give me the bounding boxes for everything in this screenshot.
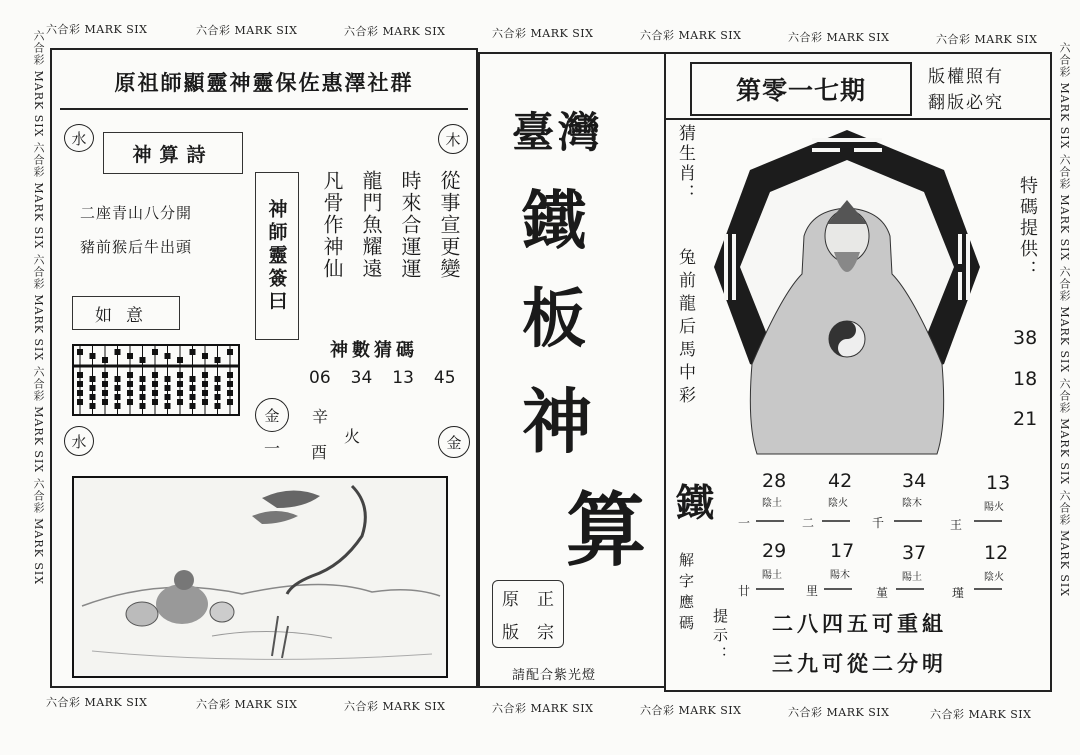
period-box — [690, 62, 912, 116]
copyright-line: 翻版必究 — [928, 93, 1004, 113]
zodiac-text: 兔前龍后馬中彩 — [675, 248, 695, 409]
row2-stem: 廿 — [738, 584, 751, 598]
special-number: 21 — [1013, 408, 1038, 430]
water-label: 水 — [71, 129, 87, 148]
gold-label: 金 — [446, 433, 462, 452]
ink-painting — [72, 476, 448, 678]
xin-text: 辛 — [312, 407, 329, 426]
row1-number: 34 — [902, 470, 927, 492]
row1-number: 42 — [828, 470, 853, 492]
decode-label: 解字應碼 — [677, 552, 695, 636]
title-taiwan: 臺灣 — [512, 108, 605, 157]
hint-line-2: 三九可從二分明 — [772, 651, 947, 676]
row2-number: 17 — [830, 540, 855, 562]
row1-tag: 陰火 — [828, 498, 848, 509]
copyright-line: 版權照有 — [928, 67, 1004, 87]
border-label: 六合彩 MARK SIX — [930, 708, 1032, 721]
code-number: 34 — [350, 368, 373, 388]
water-label: 水 — [71, 432, 87, 451]
oracle-verse — [318, 170, 464, 280]
row2-number: 29 — [762, 540, 787, 562]
border-label: 六合彩 MARK SIX — [46, 696, 148, 709]
row2-tag: 陽土 — [902, 572, 922, 583]
copyright — [928, 64, 1004, 116]
big-char-1: 鐵 — [522, 184, 586, 259]
zodiac-label: 猜生肖： — [675, 124, 695, 204]
gold-circle — [438, 426, 470, 458]
ruyi-text: 如意 — [95, 305, 157, 326]
code-title: 神數猜碼 — [330, 340, 418, 361]
row2-stem: 瑾 — [952, 586, 965, 600]
border-label: 六合彩 MARK SIX — [492, 27, 594, 40]
row1-number: 28 — [762, 470, 787, 492]
ruyi-box — [72, 296, 180, 330]
row2-tag: 陽木 — [830, 570, 850, 581]
oracle-col-1: 凡骨作神仙 — [320, 170, 344, 280]
you-text: 酉 — [311, 443, 328, 462]
row1-tag: 陽火 — [984, 502, 1004, 513]
row1-tag: 陰土 — [762, 498, 782, 509]
row2-tag: 陰火 — [984, 572, 1004, 583]
water-circle — [64, 426, 94, 456]
border-label: 六合彩 MARK SIX — [344, 700, 446, 713]
big-char-3: 神 — [522, 380, 592, 463]
period-text: 第零一七期 — [735, 76, 866, 105]
uv-light-note: 請配合紫光燈 — [512, 668, 597, 683]
big-char-4: 算 — [566, 483, 646, 577]
border-label: 六合彩 MARK SIX — [640, 29, 742, 42]
code-number: 06 — [309, 368, 331, 388]
border-label: 六合彩 MARK SIX — [196, 24, 298, 37]
left-header — [60, 56, 468, 110]
border-label: 六合彩 MARK SIX — [788, 706, 890, 719]
header-text: 原祖師顯靈神靈保佐惠澤社群 — [114, 70, 414, 95]
row2-rules — [740, 584, 1020, 594]
row1-rules — [740, 516, 1020, 526]
code-numbers — [309, 368, 456, 388]
authentic-seal — [492, 580, 564, 648]
row2-number: 37 — [902, 542, 927, 564]
poem-title: 神算詩 — [132, 143, 214, 166]
wood-label: 木 — [445, 130, 461, 149]
row1-number: 13 — [986, 472, 1011, 494]
big-char-2: 板 — [522, 282, 586, 357]
border-label: 六合彩 MARK SIX — [46, 23, 148, 36]
row2-stem: 里 — [806, 584, 819, 598]
huo-text: 火 — [344, 427, 361, 446]
divider — [664, 118, 1050, 120]
poem-title-box — [103, 132, 243, 174]
seal-char: 宗 — [537, 623, 554, 643]
poem-line-2: 豬前猴后牛出頭 — [80, 238, 193, 256]
border-label: 六合彩 MARK SIX — [936, 33, 1038, 46]
row1-stem: 二 — [802, 516, 815, 530]
seal-char: 原 — [502, 590, 519, 610]
border-label: 六合彩 MARK SIX — [492, 702, 594, 715]
row2-tag: 陽土 — [762, 570, 782, 581]
hint-line-1: 二八四五可重組 — [772, 611, 947, 636]
oracle-label-box — [255, 172, 299, 340]
special-number: 18 — [1013, 368, 1038, 390]
row2-number: 12 — [984, 542, 1009, 564]
code-number: 13 — [392, 368, 414, 388]
row1-stem: 千 — [872, 516, 885, 530]
bagua-sage-image — [712, 124, 982, 464]
gold-circle — [255, 398, 289, 432]
hint-label: 提示： — [711, 608, 729, 665]
border-label: 六合彩 MARK SIX — [196, 698, 298, 711]
border-label: 六合彩 MARK SIX — [788, 31, 890, 44]
row1-tag: 陰木 — [902, 498, 922, 509]
special-label: 特碼提供： — [1017, 176, 1038, 281]
water-circle — [64, 124, 94, 152]
left-border: 六合彩 MARK SIX 六合彩 MARK SIX 六合彩 MARK SIX 六合彩 MARK SIX 六合彩 MARK SIX — [32, 30, 45, 586]
seal-char: 版 — [502, 623, 519, 643]
code-number: 45 — [433, 368, 456, 388]
border-label: 六合彩 MARK SIX — [344, 25, 446, 38]
gold-label: 金 — [264, 406, 280, 425]
row1-stem: 王 — [950, 518, 963, 532]
oracle-col-4: 從事宣更變 — [437, 170, 461, 280]
right-border: 六合彩 MARK SIX 六合彩 MARK SIX 六合彩 MARK SIX 六合彩 MARK SIX 六合彩 MARK SIX — [1058, 42, 1071, 598]
seal-char: 正 — [537, 590, 554, 610]
oracle-col-2: 龍門魚耀遠 — [359, 170, 383, 280]
wood-circle — [438, 124, 468, 154]
special-number: 38 — [1013, 327, 1038, 349]
row1-stem: 一 — [738, 516, 751, 530]
iron-char: 鐵 — [676, 480, 715, 525]
row2-stem: 堇 — [876, 586, 889, 600]
oracle-label: 神師靈簽曰 — [265, 198, 288, 314]
border-label: 六合彩 MARK SIX — [640, 704, 742, 717]
yi-text: 一 — [264, 439, 281, 458]
poem-line-1: 二座青山八分開 — [80, 204, 193, 222]
abacus-image — [72, 344, 240, 416]
oracle-col-3: 時來合運運 — [398, 170, 422, 280]
